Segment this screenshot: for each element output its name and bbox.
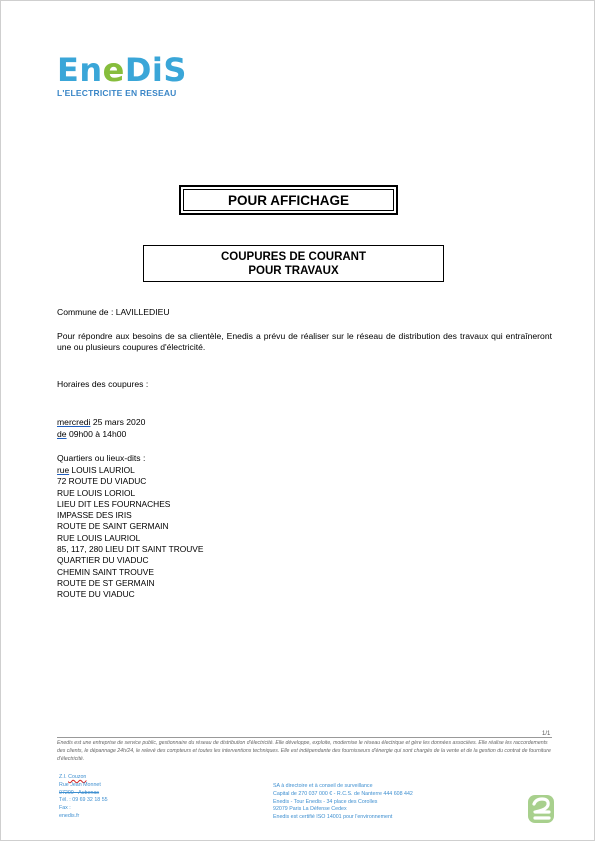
date-day: mercredi — [57, 417, 91, 427]
intro-paragraph: Pour répondre aux besoins de sa clientèle, Enedis a prévu de réaliser sur le réseau de distribution des travaux qui entraîneront une ou plusieurs coupures d'électricité. — [57, 331, 552, 353]
legal-notice: Enedis est une entreprise de service public, gestionnaire du réseau de distribution d'électricité. Elle développe, exploite, modernise le réseau électrique et gère les données associées. Elle réalise les raccordements des clients, le dépannage 24h/24, le relevé des compteurs et toutes les interventions techniques. Elle est indépendante des fournisseurs d'énergie qui sont chargés de la vente et de la gestion du contrat de fourniture d'électricité. — [57, 740, 551, 762]
local-address: Z.I. Couzon Rue Jean Monnet 07200 - Aubenas Tél. : 09 69 32 18 55 Fax : enedis.fr — [59, 774, 108, 819]
street-list — [57, 465, 203, 601]
date-rest: 25 mars 2020 — [90, 417, 146, 427]
list-item: CHEMIN SAINT TROUVE — [57, 566, 154, 577]
list-item: RUE LOUIS LORIOL — [57, 487, 136, 498]
list-item: rue LOUIS LAURIOL — [57, 465, 135, 475]
logo-wordmark: EneDiS — [57, 51, 187, 89]
list-item: QUARTIER DU VIADUC — [57, 555, 149, 566]
list-item: IMPASSE DES IRIS — [57, 510, 132, 521]
list-item: 72 ROUTE DU VIADUC — [57, 476, 147, 487]
time-rest: 09h00 à 14h00 — [66, 429, 127, 439]
corporate-info: SA à directoire et à conseil de surveillance Capital de 270 037 000 € - R.C.S. de Nanterre 444 608 442 Enedis - Tour Enedis - 34 place des Corolles 92079 Paris La Défense Cedex Enedis est certifié ISO 14001 pour l'environnement — [273, 783, 413, 821]
time-prefix: de — [57, 429, 67, 439]
subtitle-line-2: POUR TRAVAUX — [248, 265, 339, 277]
footer-divider — [57, 737, 552, 738]
commune-line: Commune de : LAVILLEDIEU — [57, 307, 170, 317]
quartiers-label: Quartiers ou lieux-dits : — [57, 453, 146, 463]
notice-title-box — [179, 185, 398, 215]
list-item: LIEU DIT LES FOURNACHES — [57, 498, 171, 509]
enedis-e-icon — [527, 794, 555, 824]
list-item: ROUTE DE ST GERMAIN — [57, 577, 155, 588]
list-item: ROUTE DU VIADUC — [57, 589, 135, 600]
horaires-label: Horaires des coupures : — [57, 379, 149, 389]
list-item: 85, 117, 280 LIEU DIT SAINT TROUVE — [57, 544, 204, 555]
notice-subtitle-box — [143, 245, 444, 282]
enedis-logo — [57, 51, 187, 98]
logo-tagline: L'ELECTRICITE EN RESEAU — [57, 88, 177, 98]
notice-title: POUR AFFICHAGE — [183, 189, 394, 211]
page-number: 1/1 — [542, 731, 551, 737]
cut-date — [57, 417, 145, 428]
list-item: RUE LOUIS LAURIOL — [57, 532, 141, 543]
cut-time — [57, 429, 126, 440]
list-item: ROUTE DE SAINT GERMAIN — [57, 521, 169, 532]
subtitle-line-1: COUPURES DE COURANT — [220, 251, 367, 263]
